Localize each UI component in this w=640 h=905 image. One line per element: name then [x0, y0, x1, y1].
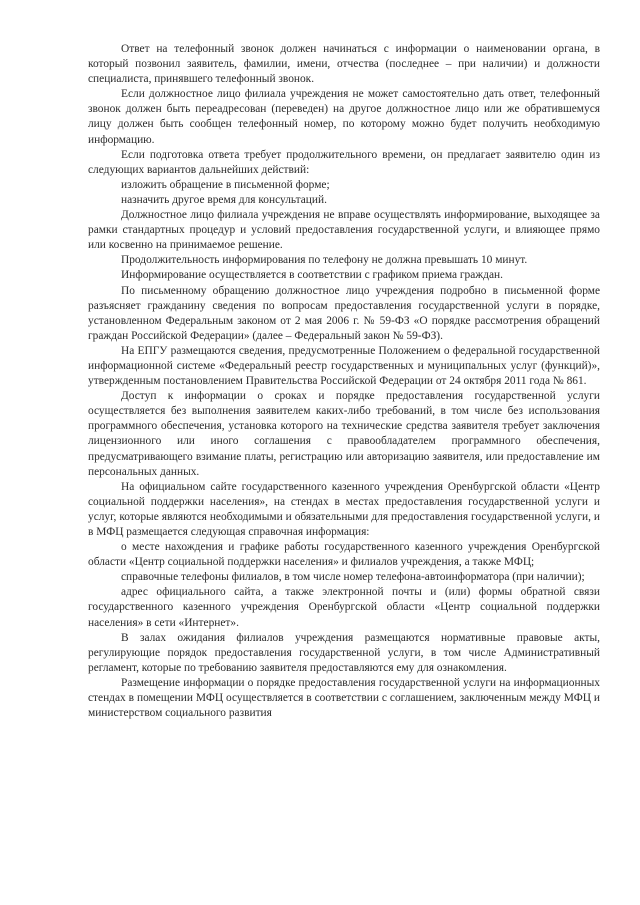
list-item-written-form: изложить обращение в письменной форме;	[121, 178, 330, 191]
paragraph-written-request: По письменному обращению должностное лицо учреждения подробно в письменной форме разъясняет гражданину сведения по вопросам предоставления государственной услуги в порядке, установленном Федеральным законом от 2 мая 2006 г. № 59-ФЗ «О порядке рассмотрения обращений граждан Российской Федерации» (далее – Федеральный закон № 59-ФЗ).	[88, 284, 600, 342]
paragraph-call-redirect: Если должностное лицо филиала учреждения не может самостоятельно дать ответ, телефонный звонок должен быть переадресован (переведен) на другое должностное лицо или же обратившемуся лицу должен быть сообщен телефонный номер, по которому можно будет получить необходимую информацию.	[88, 88, 600, 146]
paragraph-schedule: Информирование осуществляется в соответствии с графиком приема граждан.	[121, 269, 503, 282]
paragraph-mfc-stands: Размещение информации о порядке предоставления государственной услуги на информационных стендах в помещении МФЦ осуществляется в соответствии с соглашением, заключенным между МФЦ и министерством социального развития	[88, 676, 600, 720]
paragraph-epgu: На ЕПГУ размещаются сведения, предусмотренные Положением о федеральной государственной информационной системе «Федеральный реестр государственных и муниципальных услуг (функций)», утвержденным постановлением Правительства Российской Федерации от 24 октября 2011 года № 861.	[88, 344, 600, 388]
paragraph-phone-answer: Ответ на телефонный звонок должен начинаться с информации о наименовании органа, в который позвонил заявитель, фамилии, имени, отчества (последнее – при наличии) и должности специалиста, принявшего телефонный звонок.	[88, 43, 600, 86]
paragraph-phones: справочные телефоны филиалов, в том числе номер телефона-автоинформатора (при наличии);	[121, 571, 585, 584]
paragraph-access-info: Доступ к информации о сроках и порядке предоставления государственной услуги осуществляется без выполнения заявителем каких-либо требований, в том числе без использования программного обеспечения, установка которого на технические средства заявителя требует заключения лицензионного или иного соглашения с правообладателем программного обеспечения, предусматривающего взимание платы, регистрацию или авторизацию заявителя, или предоставление им персональных данных.	[88, 390, 600, 478]
paragraph-official-site: На официальном сайте государственного казенного учреждения Оренбургской области «Центр социальной поддержки населения», на стендах в местах предоставления государственной услуги и услуг, которые являются необходимыми и обязательными для предоставления государственной услуги, и в МФЦ размещается следующая справочная информация:	[88, 480, 600, 538]
paragraph-duration: Продолжительность информирования по телефону не должна превышать 10 минут.	[121, 254, 528, 267]
paragraph-long-answer: Если подготовка ответа требует продолжительного времени, он предлагает заявителю один из следующих вариантов дальнейших действий:	[88, 148, 600, 176]
paragraph-website-address: адрес официального сайта, а также электронной почты и (или) формы обратной связи государственного казенного учреждения Оренбургской области «Центр социальной поддержки населения» в сети «Интернет».	[88, 586, 600, 629]
list-item-other-time: назначить другое время для консультаций.	[121, 193, 327, 206]
paragraph-informing-limits: Должностное лицо филиала учреждения не вправе осуществлять информирование, выходящее за рамки стандартных процедур и условий предоставления государственной услуги, и влияющее прямо или косвенно на принимаемое решение.	[88, 209, 600, 252]
paragraph-waiting-halls: В залах ожидания филиалов учреждения размещаются нормативные правовые акты, регулирующие порядок предоставления государственной услуги, в том числе Административный регламент, которые по требованию заявителя предоставляются ему для ознакомления.	[88, 631, 600, 674]
paragraph-location-schedule: о месте нахождения и графике работы государственного казенного учреждения Оренбургской области «Центр социальной поддержки населения» и филиалов учреждения, а также МФЦ;	[88, 541, 600, 569]
